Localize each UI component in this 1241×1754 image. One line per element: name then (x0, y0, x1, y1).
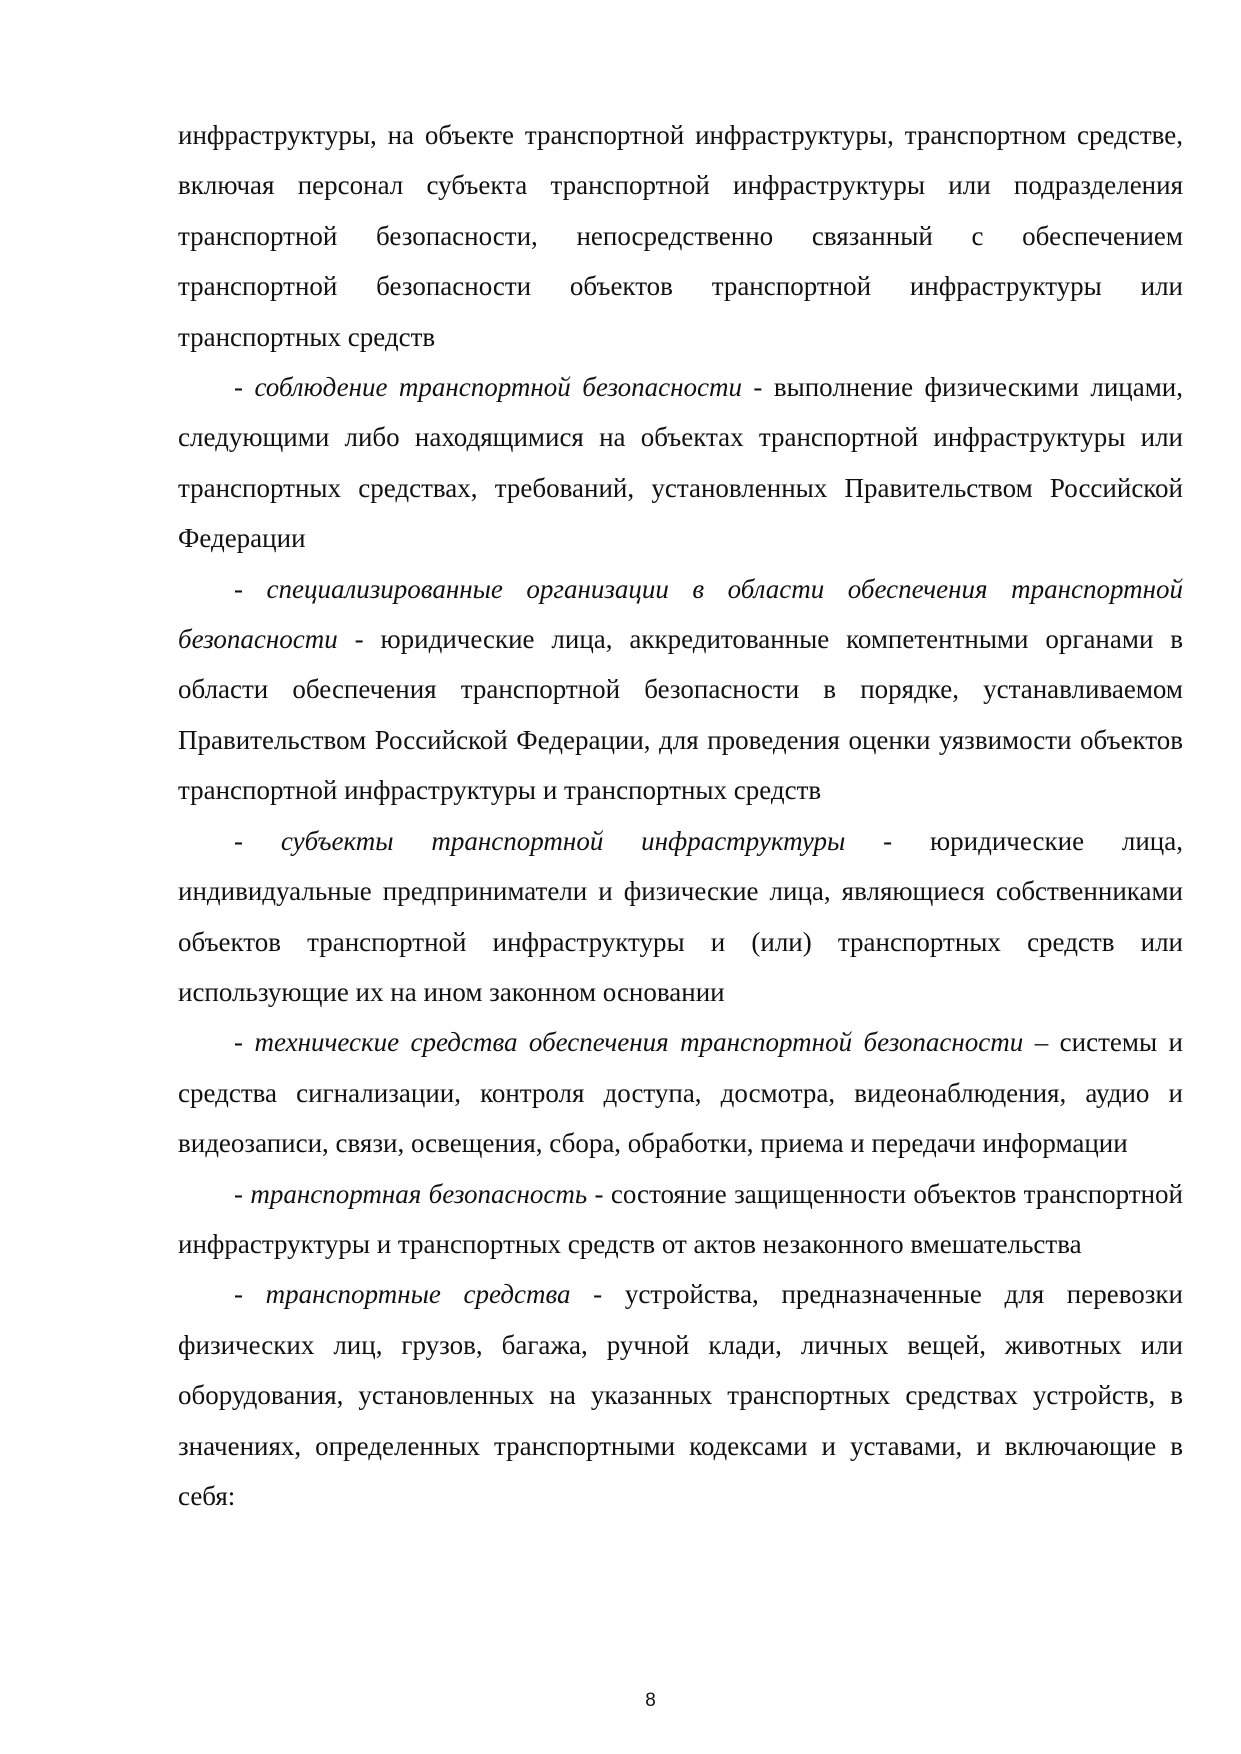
term-separator: - (570, 1279, 625, 1310)
definition-paragraph (178, 564, 1183, 816)
list-dash: - (234, 1279, 266, 1310)
definition-text: юридические лица, индивидуальные предприниматели и физические лица, являющиеся собственниками объектов транспортной инфраструктуры и (или) транспортных средств или использующие их на ином законном основании (178, 825, 1183, 1007)
defined-term: транспортные средства (265, 1279, 571, 1310)
list-dash: - (234, 825, 281, 856)
list-dash: - (234, 1178, 251, 1209)
definition-paragraph (178, 1017, 1183, 1168)
term-separator: – (1023, 1027, 1060, 1058)
paragraph-continuation (178, 110, 1183, 362)
defined-term: технические средства обеспечения транспортной безопасности (254, 1027, 1024, 1058)
defined-term: субъекты транспортной инфраструктуры (280, 825, 846, 856)
term-separator: - (741, 372, 774, 403)
defined-term: соблюдение транспортной безопасности (254, 372, 742, 403)
definition-text: юридические лица, аккредитованные компетентными органами в области обеспечения транспортной безопасности в порядке, устанавливаемом Правительством Российской Федерации, для проведения оценки уязвимости объектов транспортной инфраструктуры и транспортных средств (178, 624, 1183, 806)
definition-paragraph (178, 816, 1183, 1018)
definition-text: состояние защищенности объектов транспортной инфраструктуры и транспортных средств от актов незаконного вмешательства (178, 1178, 1184, 1259)
term-separator: - (587, 1178, 611, 1209)
list-dash: - (234, 573, 267, 604)
definition-text: выполнение физическими лицами, следующими либо находящимися на объектах транспортной инфраструктуры или транспортных средствах, требований, установленных Правительством Российской Федерации (178, 372, 1183, 554)
definition-paragraph (178, 362, 1183, 564)
definition-paragraph (178, 1269, 1183, 1521)
list-dash: - (234, 372, 255, 403)
term-separator: - (845, 825, 930, 856)
definition-text: системы и средства сигнализации, контроля доступа, досмотра, видеонаблюдения, аудио и видеозаписи, связи, освещения, сбора, обработки, приема и передачи информации (178, 1027, 1183, 1159)
list-dash: - (234, 1027, 255, 1058)
definition-paragraph (178, 1169, 1183, 1270)
term-separator: - (337, 624, 381, 655)
defined-term: транспортная безопасность (250, 1178, 588, 1209)
defined-term: специализированные организации в области обеспечения транспортной безопасности (178, 573, 1183, 655)
definition-text: устройства, предназначенные для перевозки физических лиц, грузов, багажа, ручной клади, личных вещей, животных или оборудования, установленных на указанных транспортных средствах устройств, в значениях, определенных транспортными кодексами и уставами, и включающие в себя: (178, 1279, 1183, 1511)
page-number: 8 (645, 1690, 656, 1711)
paragraph-text: инфраструктуры, на объекте транспортной инфраструктуры, транспортном средстве, включая персонал субъекта транспортной инфраструктуры или подразделения транспортной безопасности, непосредственно связанный с обеспечением транспортной безопасности объектов транспортной инфраструктуры или транспортных средств (178, 120, 1183, 352)
document-page (178, 110, 1183, 1521)
